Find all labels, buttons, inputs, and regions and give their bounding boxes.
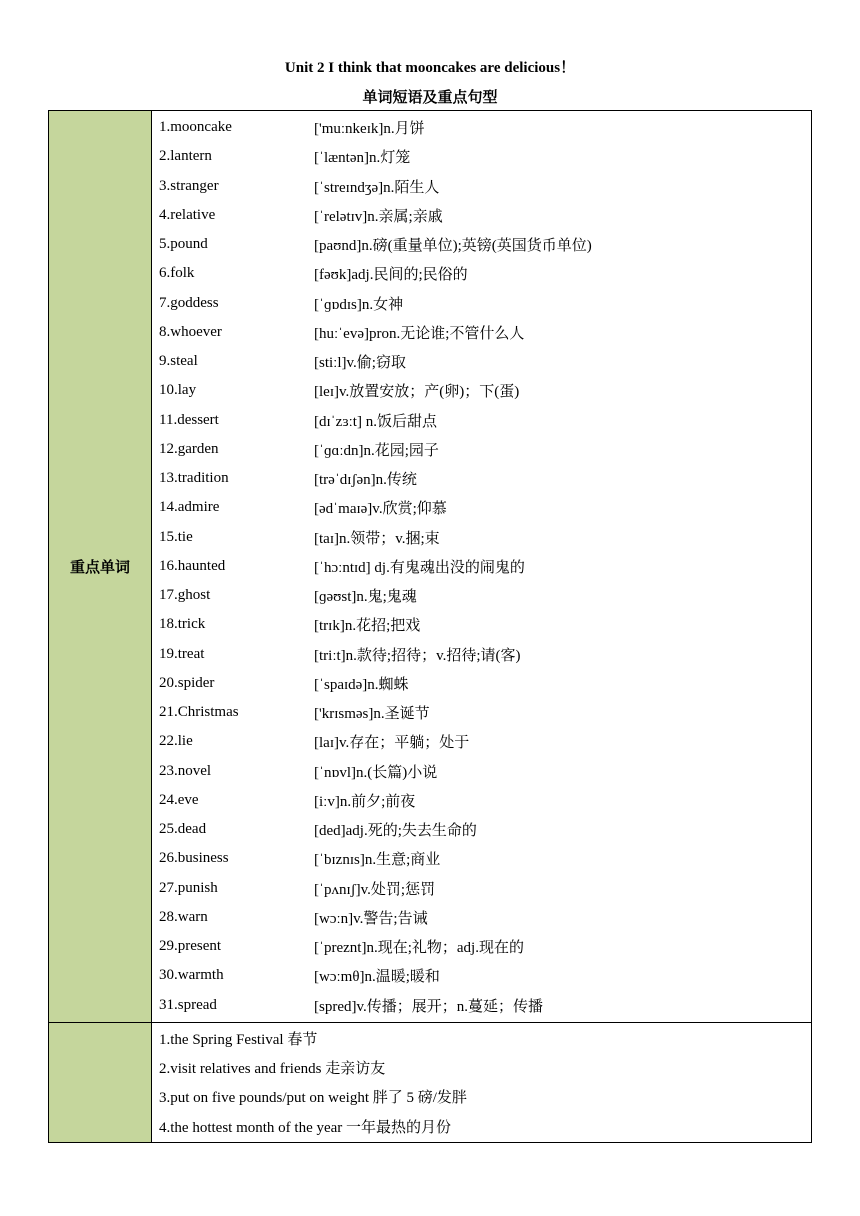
word-term: 6.folk	[159, 265, 195, 282]
word-row	[152, 581, 811, 610]
word-row	[152, 142, 811, 171]
word-row	[152, 201, 811, 230]
word-definition: [ˈrelətɪv]n.亲属;亲戚	[314, 208, 443, 225]
word-definition: [ˈpreznt]n.现在;礼物；adj.现在的	[314, 940, 524, 957]
word-term: 13.tradition	[159, 470, 229, 487]
word-row	[152, 318, 811, 347]
phrase-item: 1.the Spring Festival 春节	[159, 1031, 318, 1048]
word-row	[152, 961, 811, 990]
word-term: 17.ghost	[159, 587, 211, 604]
word-row	[152, 610, 811, 639]
word-row	[152, 289, 811, 318]
phrases-label	[49, 1022, 152, 1142]
word-definition: [ded]adj.死的;失去生命的	[314, 823, 477, 840]
word-definition: [ˈɡɒdɪs]n.女神	[314, 296, 404, 313]
word-row	[152, 552, 811, 581]
word-term: 2.lantern	[159, 148, 212, 165]
vocabulary-table	[48, 110, 812, 1143]
word-term: 8.whoever	[159, 323, 222, 340]
word-term: 1.mooncake	[159, 119, 232, 136]
word-row	[152, 493, 811, 522]
word-term: 24.eve	[159, 791, 199, 808]
key-words-label: 重点单词	[49, 111, 152, 1023]
word-definition: [huːˈevə]pron.无论谁;不管什么人	[314, 325, 525, 342]
word-row	[152, 903, 811, 932]
word-definition: [laɪ]v.存在；平躺；处于	[314, 735, 470, 752]
word-row	[152, 698, 811, 727]
word-row	[152, 464, 811, 493]
word-term: 15.tie	[159, 528, 193, 545]
word-term: 27.punish	[159, 879, 218, 896]
word-definition: [trɪk]n.花招;把戏	[314, 618, 421, 635]
word-row	[152, 844, 811, 873]
word-definition: [dɪˈzɜːt] n.饭后甜点	[314, 413, 437, 430]
word-definition: [iːv]n.前夕;前夜	[314, 793, 416, 810]
key-words-list	[152, 111, 812, 1023]
word-definition: [ˈlæntən]n.灯笼	[314, 150, 411, 167]
word-term: 5.pound	[159, 236, 208, 253]
word-term: 31.spread	[159, 996, 217, 1013]
word-definition: [taɪ]n.领带；v.捆;束	[314, 530, 440, 547]
word-definition: [wɔːmθ]n.温暖;暖和	[314, 969, 440, 986]
word-definition: [ˈstreɪndʒə]n.陌生人	[314, 179, 440, 196]
phrase-item: 3.put on five pounds/put on weight 胖了 5 磅/发胖	[159, 1090, 467, 1107]
phrases-row	[49, 1022, 812, 1142]
word-definition: [spred]v.传播；展开；n.蔓延；传播	[314, 998, 544, 1015]
phrases-list	[152, 1022, 812, 1142]
word-row	[152, 113, 811, 142]
word-definition: [ˈɡɑːdn]n.花园;园子	[314, 442, 439, 459]
word-row	[152, 523, 811, 552]
word-term: 14.admire	[159, 499, 220, 516]
word-term: 16.haunted	[159, 557, 226, 574]
word-term: 7.goddess	[159, 294, 219, 311]
word-term: 20.spider	[159, 674, 215, 691]
word-term: 30.warmth	[159, 967, 224, 984]
word-term: 21.Christmas	[159, 704, 239, 721]
word-definition: [trəˈdɪʃən]n.传统	[314, 472, 417, 489]
page-title: Unit 2 I think that mooncakes are delicious！	[284, 60, 576, 76]
word-definition: [fəʊk]adj.民间的;民俗的	[314, 267, 468, 284]
word-row	[152, 727, 811, 756]
key-words-row	[49, 111, 812, 1023]
word-definition: [stiːl]v.偷;窃取	[314, 355, 406, 372]
word-term: 23.novel	[159, 762, 212, 779]
phrase-item: 2.visit relatives and friends 走亲访友	[159, 1061, 386, 1078]
word-row	[152, 786, 811, 815]
word-term: 28.warn	[159, 908, 208, 925]
word-term: 3.stranger	[159, 177, 219, 194]
word-row	[152, 259, 811, 288]
word-term: 9.steal	[159, 353, 198, 370]
word-term: 19.treat	[159, 645, 205, 662]
word-row	[152, 347, 811, 376]
word-row	[152, 669, 811, 698]
word-definition: [ɡəʊst]n.鬼;鬼魂	[314, 589, 417, 606]
word-term: 22.lie	[159, 733, 193, 750]
word-row	[152, 435, 811, 464]
word-definition: [ˈnɒvl]n.(长篇)小说	[314, 764, 438, 781]
word-definition: [ˈbɪznɪs]n.生意;商业	[314, 852, 441, 869]
word-definition: [ədˈmaɪə]v.欣赏;仰慕	[314, 501, 447, 518]
word-term: 25.dead	[159, 821, 207, 838]
word-definition: [wɔːn]v.警告;告诫	[314, 910, 428, 927]
word-definition: ['krɪsməs]n.圣诞节	[314, 706, 430, 723]
word-definition: [ˈhɔːntɪd] dj.有鬼魂出没的闹鬼的	[314, 559, 525, 576]
word-definition: [paʊnd]n.磅(重量单位);英镑(英国货币单位)	[314, 238, 592, 255]
word-definition: ['muːnkeɪk]n.月饼	[314, 121, 425, 138]
word-row	[152, 757, 811, 786]
word-term: 29.present	[159, 938, 222, 955]
word-definition: [ˈpʌnɪʃ]v.处罚;惩罚	[314, 881, 436, 898]
section-subtitle: 单词短语及重点句型	[362, 88, 498, 106]
word-row	[152, 376, 811, 405]
word-term: 12.garden	[159, 440, 219, 457]
word-term: 26.business	[159, 850, 229, 867]
phrase-item: 4.the hottest month of the year 一年最热的月份	[159, 1119, 452, 1136]
word-definition: [triːt]n.款待;招待；v.招待;请(客)	[314, 647, 521, 664]
word-row	[152, 230, 811, 259]
word-row	[152, 932, 811, 961]
word-term: 18.trick	[159, 616, 206, 633]
word-row	[152, 874, 811, 903]
word-row	[152, 815, 811, 844]
word-row	[152, 991, 811, 1020]
word-term: 10.lay	[159, 382, 197, 399]
word-definition: [leɪ]v.放置安放；产(卵)；下(蛋)	[314, 384, 520, 401]
word-row	[152, 640, 811, 669]
word-term: 11.dessert	[159, 411, 219, 428]
word-row	[152, 172, 811, 201]
word-row	[152, 406, 811, 435]
word-definition: [ˈspaɪdə]n.蜘蛛	[314, 676, 409, 693]
word-term: 4.relative	[159, 206, 216, 223]
